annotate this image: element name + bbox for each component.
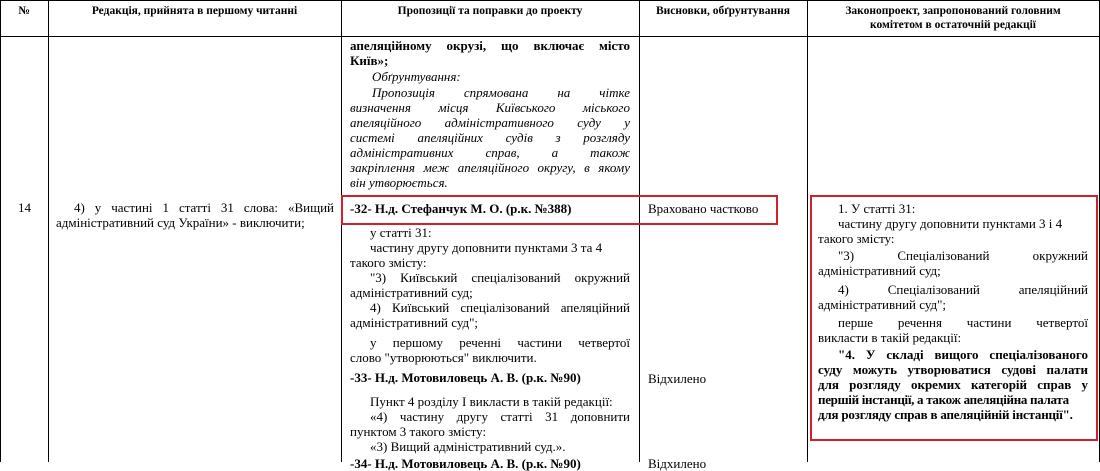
header-number: № [18, 5, 30, 17]
first-reading-line: 4) у частині 1 статті 31 слова: «Вищий [74, 200, 334, 215]
first-reading-line: адміністративний суд України» - виключити; [56, 215, 305, 230]
justification-line: апеляційного адміністративного суду у [350, 115, 630, 130]
proposal-32-line: у статті 31: [370, 225, 432, 240]
column-divider [48, 0, 49, 462]
proposal-33-title: -33- Н.д. Мотовиловець А. В. (р.к. №90) [350, 370, 581, 385]
justification-line: визначення місця Київського міського [350, 100, 630, 115]
proposal-32-line: "3) Київський спеціалізований окружний [370, 270, 630, 285]
highlight-box-final-text [810, 195, 1098, 441]
final-line: 1. У статті 31: [838, 201, 916, 216]
proposal-33-line: пунктом 3 такого змісту: [350, 424, 487, 439]
header-final-text [807, 4, 1099, 32]
conclusion-32: Враховано частково [648, 201, 759, 216]
proposal-32-line: у першому реченні частини четвертої [370, 335, 630, 350]
table-border-top [0, 0, 1100, 1]
final-line: викласти в такій редакції: [818, 330, 962, 345]
proposal-33-line: «3) Вищий адміністративний суд.». [370, 439, 566, 454]
proposal-32-line: адміністративний суд; [350, 285, 473, 300]
proposal-32-line: 4) Київський спеціалізований апеляційний [370, 300, 630, 315]
table-border-left [0, 0, 1, 462]
justification-line: закріплення меж апеляційного округу, в якому [350, 160, 630, 175]
column-divider [639, 0, 640, 462]
row-number: 14 [18, 200, 31, 215]
header-conclusions: Висновки, обґрунтування [656, 5, 790, 17]
final-line: адміністративний суд"; [818, 297, 947, 312]
header-proposals: Пропозиції та поправки до проекту [397, 5, 583, 17]
proposal-33-line: Пункт 4 розділу І викласти в такій редакції: [370, 394, 613, 409]
highlight-box-proposal-32 [341, 195, 778, 225]
header-final-line: комітетом в остаточній редакції [869, 19, 1037, 31]
proposal-continuation: апеляційному окрузі, що включає місто [350, 38, 630, 53]
justification-line: системі апеляційних судів з розгляду [350, 130, 630, 145]
final-line: адміністративний суд; [818, 263, 941, 278]
final-line: частину другу доповнити пунктами 3 і 4 [838, 216, 1063, 231]
column-divider [807, 0, 808, 462]
final-line: 4) Спеціалізований апеляційний [838, 282, 1088, 297]
header-first-reading: Редакція, прийнята в першому читанні [91, 5, 298, 17]
final-line: для розгляду справ в апеляційній інстанції". [818, 407, 1073, 422]
proposal-33-line: «4) частину другу статті 31 доповнити [370, 409, 630, 424]
proposal-32-title: -32- Н.д. Стефанчук М. О. (р.к. №388) [350, 201, 572, 216]
final-line: суду можуть утворюватися судові палати [818, 362, 1088, 377]
header-final-line: Законопроект, запропонований головним [845, 5, 1061, 17]
final-line: "3) Спеціалізований окружний [838, 248, 1088, 263]
justification-label: Обґрунтування: [372, 69, 461, 84]
final-line: першій інстанції, а також апеляційна палата [818, 392, 1069, 407]
proposal-32-line: слово "утворюються" виключити. [350, 350, 537, 365]
conclusion-33: Відхилено [648, 371, 707, 386]
justification-line: він утворюється. [350, 175, 448, 190]
justification-line: адміністративних справ, а також [350, 145, 630, 160]
proposal-continuation: Київ»; [350, 53, 389, 68]
proposal-32-line: адміністративний суд"; [350, 315, 479, 330]
final-line: для розгляду окремих категорій справ у [818, 377, 1088, 392]
proposal-34-title: -34- Н.д. Мотовиловець А. В. (р.к. №90) [350, 456, 581, 471]
justification-line: Пропозиція спрямована на чітке [372, 85, 630, 100]
final-line: перше речення частини четвертої [838, 315, 1088, 330]
final-line: такого змісту: [818, 231, 895, 246]
proposal-32-line: такого змісту: [350, 255, 427, 270]
conclusion-34: Відхилено [648, 456, 707, 471]
header-divider [0, 36, 1100, 37]
final-line: "4. У складі вищого спеціалізованого [838, 347, 1088, 362]
proposal-32-line: частину другу доповнити пунктами 3 та 4 [370, 240, 603, 255]
column-divider [341, 0, 342, 462]
